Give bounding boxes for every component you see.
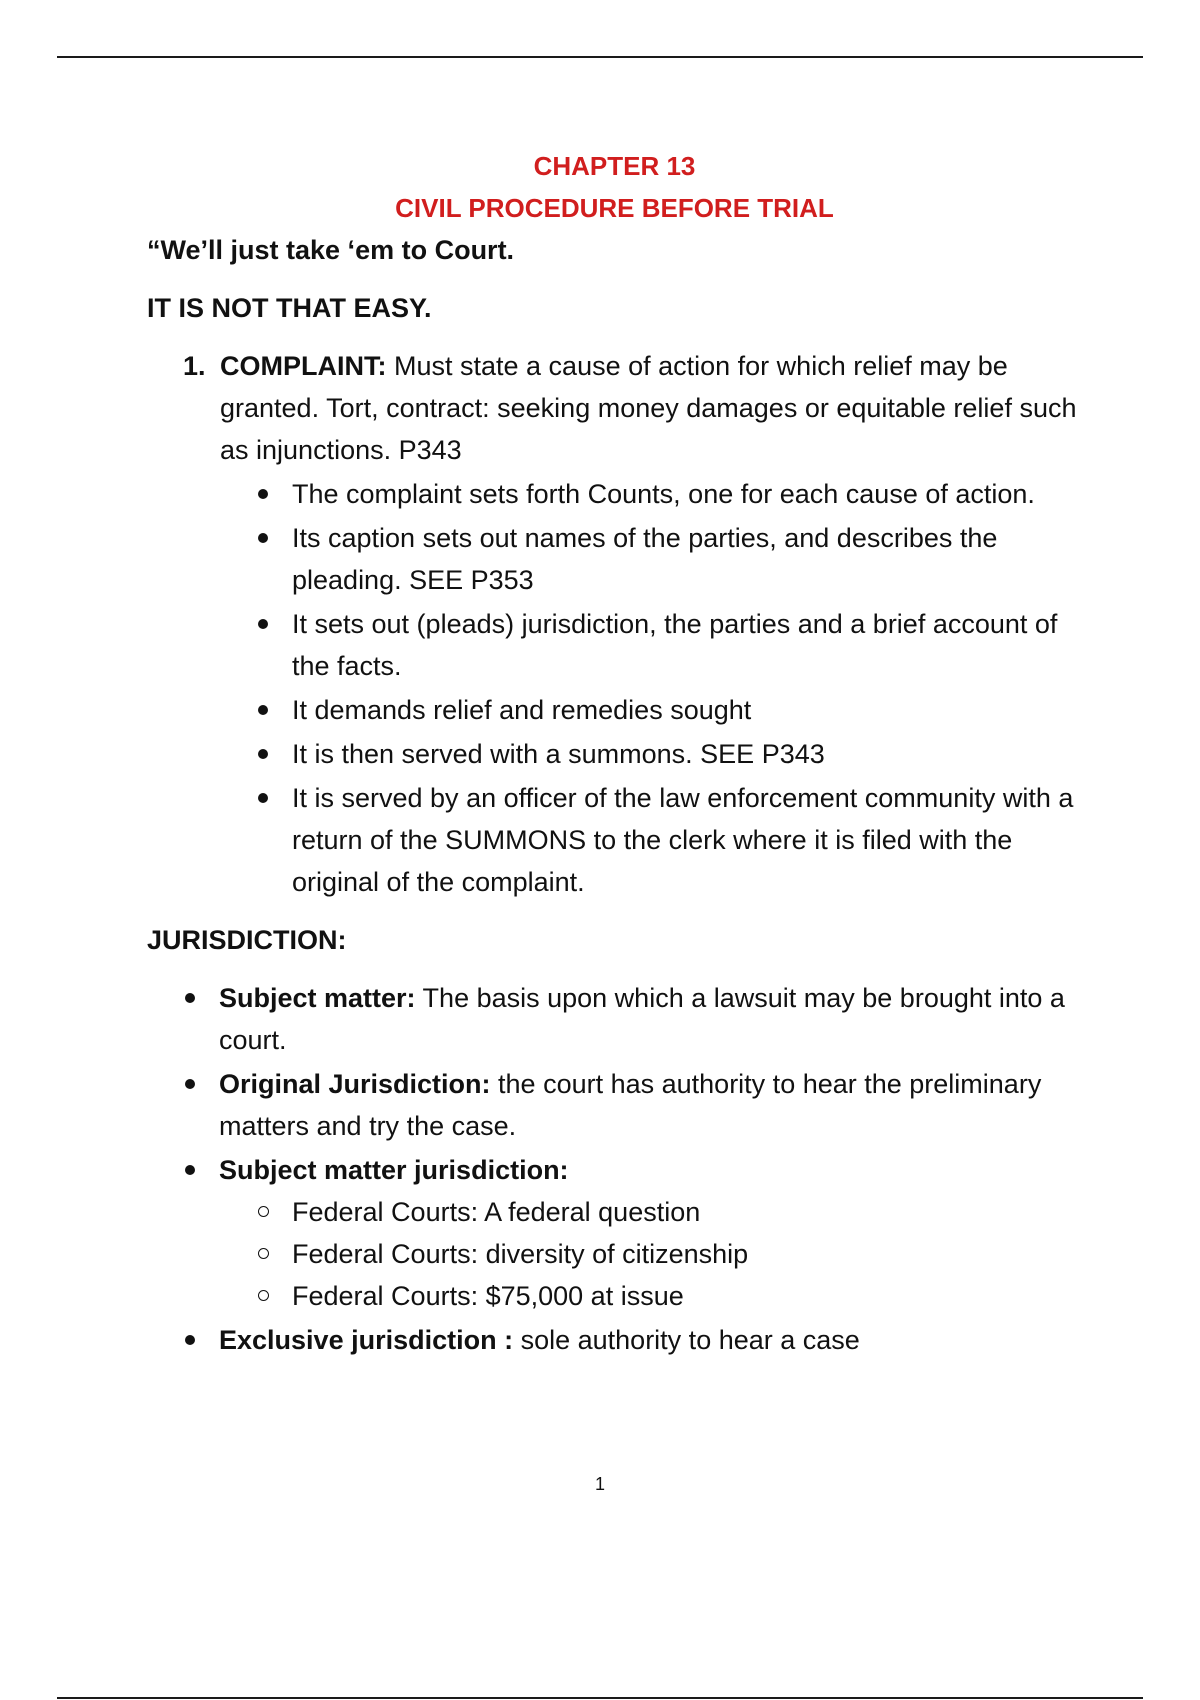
chapter-subtitle: CIVIL PROCEDURE BEFORE TRIAL: [395, 193, 834, 223]
sub-item-text: Federal Courts: $75,000 at issue: [292, 1281, 684, 1311]
bullet-icon: [258, 533, 268, 543]
list-item: [292, 777, 1082, 903]
federal-courts-sublist: [219, 1191, 1082, 1317]
bullet-icon: [185, 993, 195, 1003]
sub-list-item: [292, 1275, 1082, 1317]
hollow-bullet-icon: [258, 1290, 269, 1301]
juris-term: Original Jurisdiction:: [219, 1069, 491, 1099]
list-number: 1.: [183, 351, 206, 381]
list-item: [292, 733, 1082, 775]
bullet-text: It is then served with a summons. SEE P343: [292, 739, 825, 769]
chapter-title: CHAPTER 13: [533, 151, 696, 181]
top-rule: [57, 56, 1143, 58]
bullet-text: The complaint sets forth Counts, one for each cause of action.: [292, 479, 1035, 509]
bullet-icon: [258, 793, 268, 803]
bullet-text: Its caption sets out names of the parties, and describes the pleading. SEE P353: [292, 523, 998, 595]
juris-term: Subject matter:: [219, 983, 416, 1013]
bullet-icon: [258, 489, 268, 499]
bullet-icon: [258, 705, 268, 715]
list-item: [219, 1319, 1082, 1361]
bullet-text: It is served by an officer of the law enforcement community with a return of the SUMMONS to the clerk where it is filed with the original of the complaint.: [292, 783, 1074, 897]
juris-term: Exclusive jurisdiction :: [219, 1325, 514, 1355]
page-number: 1: [594, 1474, 605, 1494]
bullet-icon: [258, 619, 268, 629]
bullet-icon: [185, 1165, 195, 1175]
complaint-text: Must state a cause of action for which relief may be granted. Tort, contract: seeking money damages or equitable relief such as injunctions. P343: [220, 351, 1077, 465]
numbered-list: [147, 345, 1082, 903]
hollow-bullet-icon: [258, 1206, 269, 1217]
juris-text: sole authority to hear a case: [513, 1325, 860, 1355]
sub-item-text: Federal Courts: diversity of citizenship: [292, 1239, 749, 1269]
intro-quote: “We’ll just take ‘em to Court.: [147, 235, 515, 265]
bullet-icon: [258, 749, 268, 759]
complaint-term: COMPLAINT:: [220, 351, 387, 381]
juris-term: Subject matter jurisdiction:: [219, 1155, 569, 1185]
juris-text: The basis upon which a lawsuit may be brought into a court.: [219, 983, 1065, 1055]
list-item: [219, 977, 1082, 1061]
list-item: [292, 603, 1082, 687]
complaint-item: [183, 345, 1082, 903]
sub-list-item: [292, 1191, 1082, 1233]
jurisdiction-heading: JURISDICTION:: [147, 925, 347, 955]
bullet-icon: [185, 1335, 195, 1345]
sub-list-item: [292, 1233, 1082, 1275]
bullet-text: It sets out (pleads) jurisdiction, the parties and a brief account of the facts.: [292, 609, 1058, 681]
bullet-icon: [185, 1079, 195, 1089]
juris-text: the court has authority to hear the preliminary matters and try the case.: [219, 1069, 1042, 1141]
list-item: [292, 689, 1082, 731]
list-item: [219, 1149, 1082, 1317]
bottom-rule: [57, 1697, 1143, 1699]
list-item: [292, 473, 1082, 515]
complaint-bullets: [220, 473, 1082, 903]
list-item: [219, 1063, 1082, 1147]
hollow-bullet-icon: [258, 1248, 269, 1259]
jurisdiction-list: [147, 977, 1082, 1361]
bullet-text: It demands relief and remedies sought: [292, 695, 752, 725]
intro-warning: IT IS NOT THAT EASY.: [147, 293, 432, 323]
sub-item-text: Federal Courts: A federal question: [292, 1197, 701, 1227]
document-page: [147, 145, 1082, 1363]
list-item: [292, 517, 1082, 601]
